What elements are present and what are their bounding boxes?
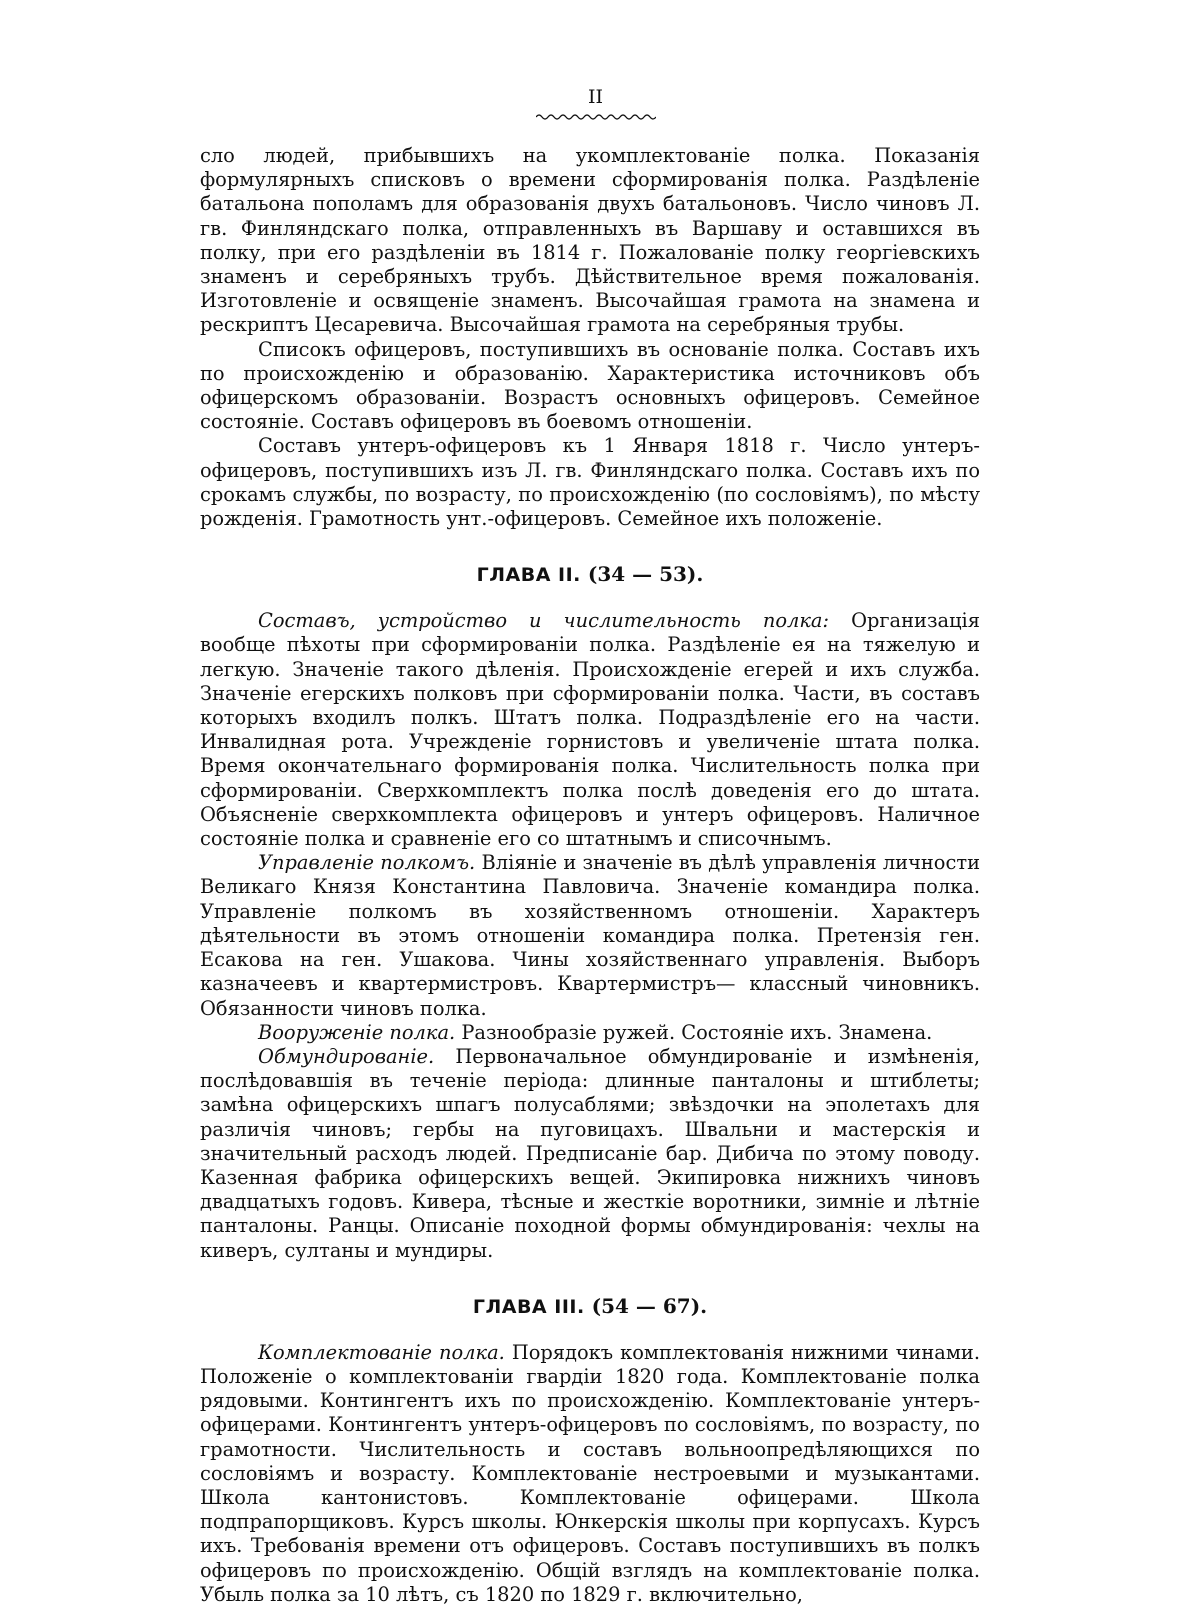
section-text: Разнообразіе ружей. Состояніе ихъ. Знамена. (461, 1020, 933, 1044)
paragraph (200, 1341, 980, 1607)
section-topic: Составъ, устройство и числительность полка: (258, 609, 830, 633)
paragraph (200, 1021, 980, 1045)
section-topic: Обмундированіе. (258, 1044, 435, 1068)
paragraph: Списокъ офицеровъ, поступившихъ въ основаніе полка. Составъ ихъ по происхожденію и образованію. Характеристика источниковъ объ офицерскомъ образованіи. Возрастъ основныхъ офицеровъ. Семейное состояніе. Составъ офицеровъ въ боевомъ отношеніи. (200, 337, 980, 434)
section-text: Порядокъ комплектованія нижними чинами. Положеніе о комплектованіи гвардіи 1820 года. Комплектованіе полка рядовыми. Контингентъ ихъ по происхожденію. Комплектованіе унтеръ-офицерами. Контингентъ унтеръ-офицеровъ по сословіямъ, по возрасту, по грамотности. Числительность и составъ вольноопредѣляющихся по сословіямъ и возрасту. Комплектованіе нестроевыми и музыкантами. Школа кантонистовъ. Комплектованіе офицерами. Школа подпрапорщиковъ. Курсъ школы. Юнкерскія школы при корпусахъ. Курсъ ихъ. Требованія времени отъ офицеровъ. Составъ поступившихъ въ полкъ офицеровъ по происхожденію. Общій взглядъ на комплектованіе полка. Убыль полка за 10 лѣтъ, съ 1820 по 1829 г. включительно, (200, 1340, 980, 1606)
section-topic: Комплектованіе полка. (258, 1340, 505, 1364)
section-topic: Вооруженіе полка. (258, 1020, 456, 1044)
paragraph: сло людей, прибывшихъ на укомплектованіе полка. Показанія формулярныхъ списковъ о времени сформированія полка. Раздѣленіе батальона пополамъ для образованія двухъ батальоновъ. Число чиновъ Л. гв. Финляндскаго полка, отправленныхъ въ Варшаву и оставшихся въ полку, при его раздѣленіи въ 1814 г. Пожалованіе полку георгіевскихъ знаменъ и серебряныхъ трубъ. Дѣйствительное время пожалованія. Изготовленіе и освященіе знаменъ. Высочайшая грамота на знамена и рескриптъ Цесаревича. Высочайшая грамота на серебряныя трубы. (200, 144, 980, 337)
chapter-label: ГЛАВА III. (472, 1295, 585, 1318)
section-text: Организація вообще пѣхоты при сформированіи полка. Раздѣленіе ея на тяжелую и легкую. Значеніе такого дѣленія. Происхожденіе егерей и ихъ служба. Значеніе егерскихъ полковъ при сформированіи полка. Части, въ составъ которыхъ входилъ полкъ. Штатъ полка. Подраздѣленіе его на части. Инвалидная рота. Учрежденіе горнистовъ и увеличеніе штата полка. Время окончательнаго формированія полка. Числительность полка при сформированіи. Сверхкомплектъ полка послѣ доведенія его до штата. Объясненіе сверхкомплекта офицеровъ и унтеръ офицеровъ. Наличное состояніе полка и сравненіе его со штатнымъ и списочнымъ. (200, 609, 980, 851)
paragraph: Составъ унтеръ-офицеровъ къ 1 Января 1818 г. Число унтеръ-офицеровъ, поступившихъ изъ Л. гв. Финляндскаго полка. Составъ ихъ по срокамъ службы, по возрасту, по происхожденію (по сословіямъ), по мѣсту рожденія. Грамотность унт.-офицеровъ. Семейное ихъ положеніе. (200, 434, 980, 531)
chapter-heading (200, 560, 980, 589)
wavy-ornament (536, 112, 656, 122)
paragraph (200, 609, 980, 851)
chapter-pages: (34 — 53). (587, 562, 704, 587)
section-text: Первоначальное обмундированіе и измѣненія, послѣдовавшія въ теченіе періода: длинные панталоны и штиблеты; замѣна офицерскихъ шпагъ полусаблями; звѣздочки на эполетахъ для различія чиновъ; гербы на пуговицахъ. Швальни и мастерскія и значительный расходъ людей. Предписаніе бар. Дибича по этому поводу. Казенная фабрика офицерскихъ вещей. Экипировка нижнихъ чиновъ двадцатыхъ годовъ. Кивера, тѣсные и жесткіе воротники, зимніе и лѣтніе панталоны. Ранцы. Описаніе походной формы обмундированія: чехлы на киверъ, султаны и мундиры. (200, 1044, 980, 1262)
page-body (200, 144, 980, 1607)
chapter-pages: (54 — 67). (591, 1293, 708, 1318)
page-number: II (587, 86, 603, 108)
chapter-label: ГЛАВА II. (476, 564, 581, 587)
paragraph (200, 1045, 980, 1263)
section-topic: Управленіе полкомъ. (258, 851, 476, 875)
paragraph (200, 851, 980, 1020)
chapter-heading (200, 1292, 980, 1321)
section-text: Вліяніе и значеніе въ дѣлѣ управленія личности Великаго Князя Константина Павловича. Значеніе командира полка. Управленіе полкомъ въ хозяйственномъ отношеніи. Характеръ дѣятельности въ этомъ отношеніи командира полка. Претензія ген. Есакова на ген. Ушакова. Чины хозяйственнаго управленія. Выборъ казначеевъ и квартермистровъ. Квартермистръ— классный чиновникъ. Обязанности чиновъ полка. (200, 851, 980, 1020)
